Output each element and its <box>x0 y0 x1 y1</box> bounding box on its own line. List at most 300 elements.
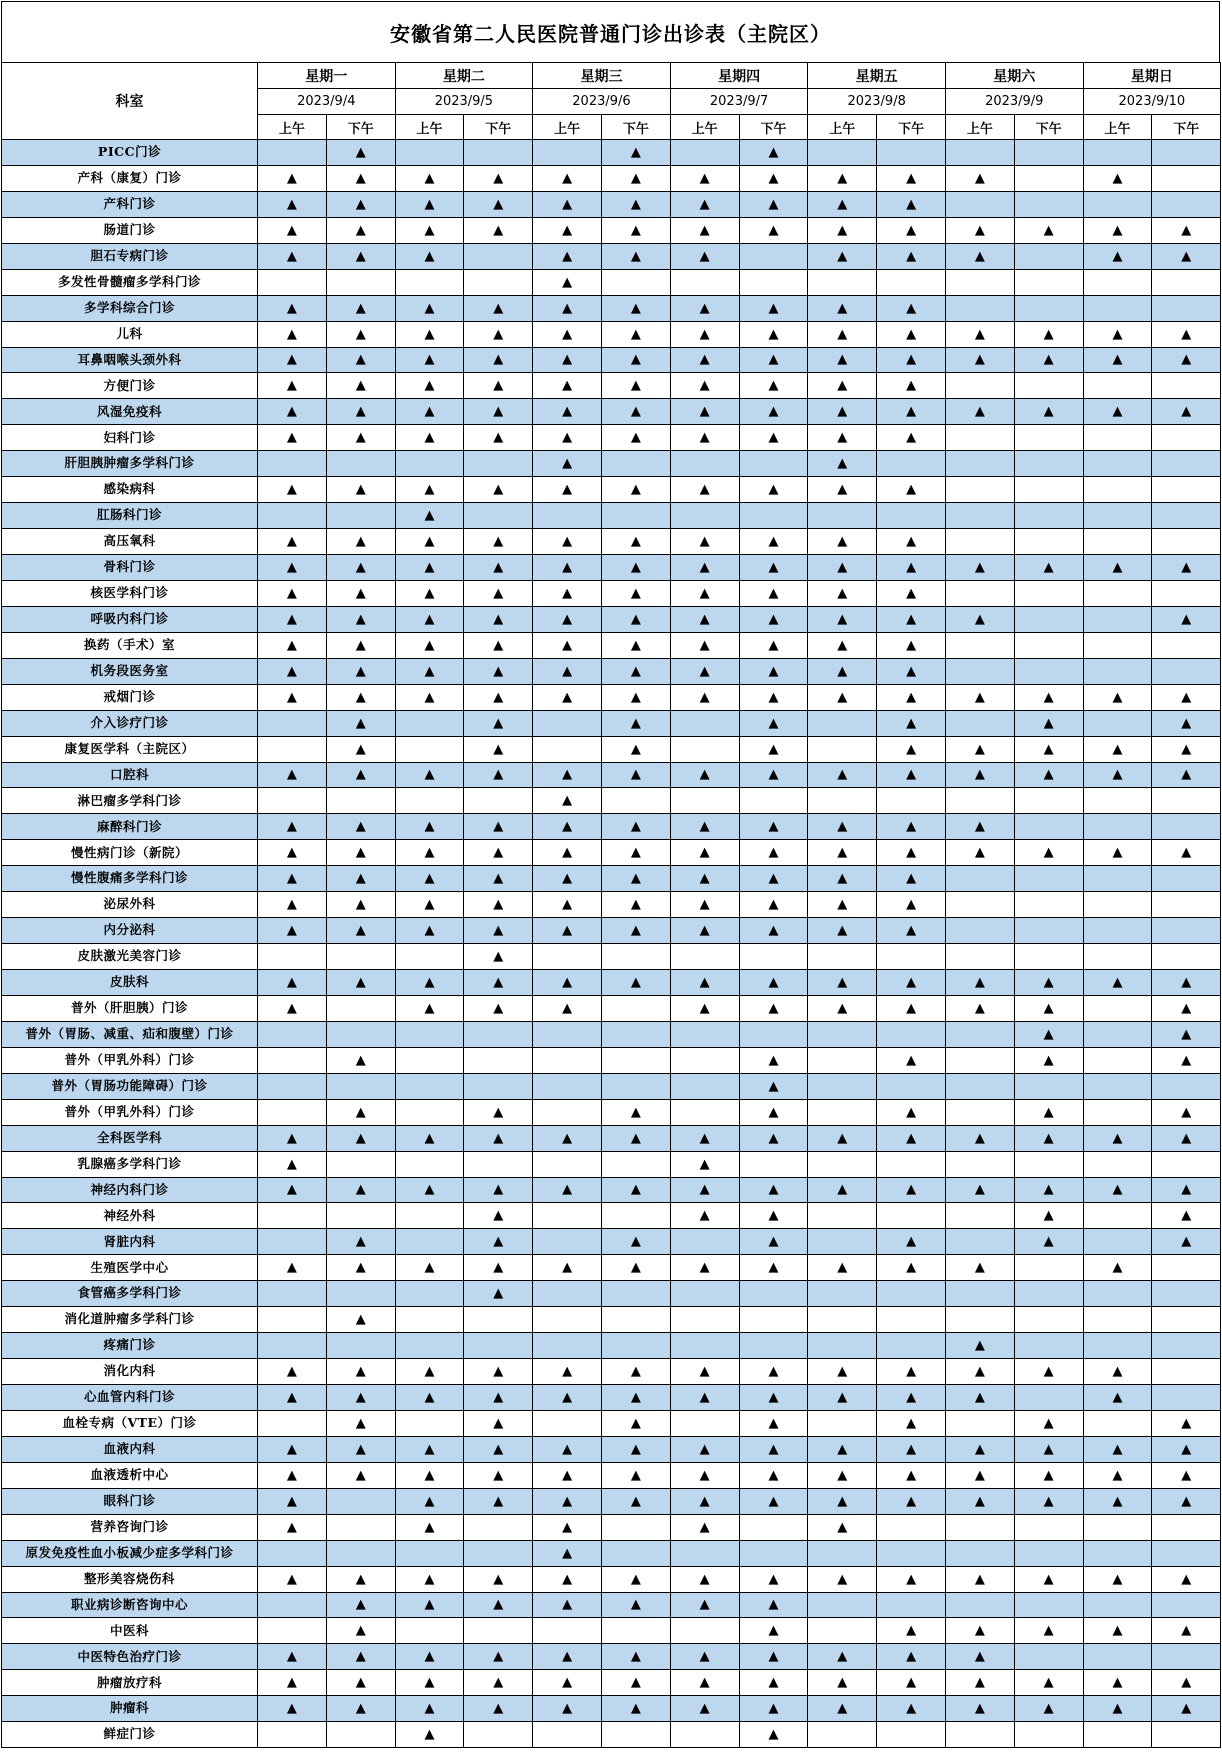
am-slot-cell <box>258 321 327 347</box>
triangle-mark-icon: ▲ <box>630 222 641 238</box>
table-row <box>2 1410 1221 1436</box>
am-slot-cell <box>945 866 1014 892</box>
pm-slot-cell <box>601 1255 670 1281</box>
table-row <box>2 555 1221 581</box>
pm-slot-cell <box>1014 918 1083 944</box>
pm-slot-cell <box>601 191 670 217</box>
triangle-mark-icon: ▲ <box>837 1649 848 1665</box>
pm-slot-cell <box>464 1229 533 1255</box>
am-slot-cell <box>1083 970 1152 996</box>
am-slot-cell <box>1083 1047 1152 1073</box>
pm-slot-cell <box>601 788 670 814</box>
pm-slot-cell <box>464 1696 533 1722</box>
pm-slot-cell <box>601 1488 670 1514</box>
triangle-mark-icon: ▲ <box>1112 1675 1123 1691</box>
pm-slot-cell <box>601 269 670 295</box>
am-slot-cell <box>1083 995 1152 1021</box>
triangle-mark-icon: ▲ <box>699 1701 710 1717</box>
am-slot-cell <box>808 451 877 477</box>
am-slot-cell <box>945 477 1014 503</box>
table-body <box>2 140 1221 1748</box>
triangle-mark-icon: ▲ <box>424 196 435 212</box>
dept-name-cell: 内分泌科 <box>2 918 258 944</box>
pm-slot-cell <box>1014 1462 1083 1488</box>
triangle-mark-icon: ▲ <box>974 1467 985 1483</box>
triangle-mark-icon: ▲ <box>1043 1675 1054 1691</box>
dept-name-cell: 中医特色治疗门诊 <box>2 1644 258 1670</box>
am-slot-cell <box>808 425 877 451</box>
triangle-mark-icon: ▲ <box>1181 1104 1192 1120</box>
am-slot-cell <box>258 606 327 632</box>
triangle-mark-icon: ▲ <box>493 1493 504 1509</box>
am-slot-cell <box>258 1462 327 1488</box>
triangle-mark-icon: ▲ <box>1181 1182 1192 1198</box>
am-slot-cell <box>1083 1540 1152 1566</box>
pm-slot-cell <box>464 1670 533 1696</box>
triangle-mark-icon: ▲ <box>699 170 710 186</box>
pm-slot-cell <box>739 866 808 892</box>
triangle-mark-icon: ▲ <box>562 637 573 653</box>
triangle-mark-icon: ▲ <box>630 819 641 835</box>
triangle-mark-icon: ▲ <box>699 1493 710 1509</box>
triangle-mark-icon: ▲ <box>286 326 297 342</box>
triangle-mark-icon: ▲ <box>1181 767 1192 783</box>
am-slot-cell <box>258 347 327 373</box>
triangle-mark-icon: ▲ <box>1112 1571 1123 1587</box>
am-slot-cell <box>670 191 739 217</box>
am-slot-cell <box>808 1229 877 1255</box>
pm-slot-cell <box>1152 1255 1221 1281</box>
pm-slot-cell <box>1014 1047 1083 1073</box>
am-slot-cell <box>670 632 739 658</box>
am-slot-cell <box>258 1566 327 1592</box>
pm-slot-cell <box>601 684 670 710</box>
triangle-mark-icon: ▲ <box>768 300 779 316</box>
pm-slot-cell <box>464 321 533 347</box>
am-slot-cell <box>945 269 1014 295</box>
triangle-mark-icon: ▲ <box>1043 741 1054 757</box>
am-slot-cell <box>670 269 739 295</box>
pm-slot-cell <box>1152 165 1221 191</box>
triangle-mark-icon: ▲ <box>1181 1234 1192 1250</box>
pm-slot-cell <box>326 970 395 996</box>
triangle-mark-icon: ▲ <box>424 819 435 835</box>
pm-slot-cell <box>877 1203 946 1229</box>
pm-slot-cell <box>601 1385 670 1411</box>
weekday-header: 星期六 <box>945 63 1083 89</box>
table-row <box>2 1644 1221 1670</box>
triangle-mark-icon: ▲ <box>630 741 641 757</box>
pm-slot-cell <box>1014 632 1083 658</box>
pm-slot-cell <box>1152 1177 1221 1203</box>
pm-slot-cell <box>877 399 946 425</box>
pm-slot-cell <box>464 1359 533 1385</box>
pm-slot-cell <box>464 425 533 451</box>
table-row <box>2 321 1221 347</box>
am-slot-cell <box>258 1255 327 1281</box>
pm-slot-cell <box>1152 1125 1221 1151</box>
am-slot-cell <box>395 321 464 347</box>
table-row <box>2 1540 1221 1566</box>
triangle-mark-icon: ▲ <box>493 871 504 887</box>
am-slot-cell <box>945 1151 1014 1177</box>
triangle-mark-icon: ▲ <box>837 559 848 575</box>
triangle-mark-icon: ▲ <box>837 1701 848 1717</box>
am-header: 上午 <box>808 115 877 140</box>
am-slot-cell <box>533 1696 602 1722</box>
pm-slot-cell <box>1014 1151 1083 1177</box>
am-slot-cell <box>808 1099 877 1125</box>
am-slot-cell <box>945 1385 1014 1411</box>
pm-slot-cell <box>1152 425 1221 451</box>
triangle-mark-icon: ▲ <box>493 1571 504 1587</box>
triangle-mark-icon: ▲ <box>906 1675 917 1691</box>
triangle-mark-icon: ▲ <box>699 897 710 913</box>
triangle-mark-icon: ▲ <box>699 1182 710 1198</box>
triangle-mark-icon: ▲ <box>1043 404 1054 420</box>
am-slot-cell <box>258 1540 327 1566</box>
pm-slot-cell <box>739 658 808 684</box>
triangle-mark-icon: ▲ <box>493 741 504 757</box>
am-slot-cell <box>258 295 327 321</box>
dept-name-cell: 麻醉科门诊 <box>2 814 258 840</box>
pm-slot-cell <box>877 580 946 606</box>
pm-slot-cell <box>739 1644 808 1670</box>
triangle-mark-icon: ▲ <box>974 559 985 575</box>
am-slot-cell <box>395 1125 464 1151</box>
am-slot-cell <box>395 269 464 295</box>
am-slot-cell <box>808 1696 877 1722</box>
triangle-mark-icon: ▲ <box>355 585 366 601</box>
am-slot-cell <box>395 1592 464 1618</box>
am-slot-cell <box>258 1333 327 1359</box>
am-header: 上午 <box>945 115 1014 140</box>
am-slot-cell <box>670 1618 739 1644</box>
pm-slot-cell <box>464 866 533 892</box>
dept-name-cell: 中医科 <box>2 1618 258 1644</box>
pm-slot-cell <box>1152 1592 1221 1618</box>
am-slot-cell <box>945 658 1014 684</box>
triangle-mark-icon: ▲ <box>1043 1441 1054 1457</box>
pm-slot-cell <box>464 1333 533 1359</box>
pm-slot-cell <box>877 658 946 684</box>
triangle-mark-icon: ▲ <box>562 196 573 212</box>
triangle-mark-icon: ▲ <box>906 222 917 238</box>
am-slot-cell <box>395 788 464 814</box>
dept-name-cell: 整形美容烧伤科 <box>2 1566 258 1592</box>
pm-slot-cell <box>739 840 808 866</box>
triangle-mark-icon: ▲ <box>286 974 297 990</box>
triangle-mark-icon: ▲ <box>974 1260 985 1276</box>
am-slot-cell <box>533 1021 602 1047</box>
triangle-mark-icon: ▲ <box>424 430 435 446</box>
am-slot-cell <box>808 1592 877 1618</box>
triangle-mark-icon: ▲ <box>974 1182 985 1198</box>
pm-slot-cell <box>739 892 808 918</box>
triangle-mark-icon: ▲ <box>699 871 710 887</box>
triangle-mark-icon: ▲ <box>699 300 710 316</box>
am-slot-cell <box>533 321 602 347</box>
pm-slot-cell <box>877 1644 946 1670</box>
triangle-mark-icon: ▲ <box>837 663 848 679</box>
pm-slot-cell <box>326 1592 395 1618</box>
am-slot-cell <box>1083 1229 1152 1255</box>
am-slot-cell <box>533 1670 602 1696</box>
triangle-mark-icon: ▲ <box>286 897 297 913</box>
triangle-mark-icon: ▲ <box>562 274 573 290</box>
triangle-mark-icon: ▲ <box>768 715 779 731</box>
dept-name-cell: 神经外科 <box>2 1203 258 1229</box>
am-slot-cell <box>533 814 602 840</box>
am-slot-cell <box>258 165 327 191</box>
pm-slot-cell <box>326 1307 395 1333</box>
pm-slot-cell <box>877 1021 946 1047</box>
triangle-mark-icon: ▲ <box>355 1675 366 1691</box>
pm-slot-cell <box>464 710 533 736</box>
triangle-mark-icon: ▲ <box>355 430 366 446</box>
pm-slot-cell <box>464 1073 533 1099</box>
dept-name-cell: 营养咨询门诊 <box>2 1514 258 1540</box>
triangle-mark-icon: ▲ <box>424 378 435 394</box>
pm-slot-cell <box>739 1281 808 1307</box>
am-slot-cell <box>258 970 327 996</box>
am-slot-cell <box>258 1099 327 1125</box>
triangle-mark-icon: ▲ <box>837 923 848 939</box>
am-slot-cell <box>395 529 464 555</box>
triangle-mark-icon: ▲ <box>768 1078 779 1094</box>
triangle-mark-icon: ▲ <box>768 585 779 601</box>
triangle-mark-icon: ▲ <box>1112 1623 1123 1639</box>
am-slot-cell <box>670 399 739 425</box>
triangle-mark-icon: ▲ <box>1043 1415 1054 1431</box>
pm-slot-cell <box>1152 503 1221 529</box>
am-slot-cell <box>808 555 877 581</box>
triangle-mark-icon: ▲ <box>493 196 504 212</box>
dept-name-cell: 全科医学科 <box>2 1125 258 1151</box>
triangle-mark-icon: ▲ <box>974 1675 985 1691</box>
am-slot-cell <box>395 217 464 243</box>
am-slot-cell <box>1083 1099 1152 1125</box>
am-slot-cell <box>258 1385 327 1411</box>
pm-slot-cell <box>1014 970 1083 996</box>
triangle-mark-icon: ▲ <box>837 897 848 913</box>
pm-slot-cell <box>739 1385 808 1411</box>
am-slot-cell <box>945 1722 1014 1748</box>
triangle-mark-icon: ▲ <box>1043 1364 1054 1380</box>
pm-slot-cell <box>877 1566 946 1592</box>
triangle-mark-icon: ▲ <box>1181 1493 1192 1509</box>
triangle-mark-icon: ▲ <box>562 767 573 783</box>
triangle-mark-icon: ▲ <box>837 326 848 342</box>
pm-slot-cell <box>1152 1722 1221 1748</box>
triangle-mark-icon: ▲ <box>424 637 435 653</box>
triangle-mark-icon: ▲ <box>837 974 848 990</box>
pm-slot-cell <box>326 1540 395 1566</box>
triangle-mark-icon: ▲ <box>493 974 504 990</box>
pm-slot-cell <box>739 555 808 581</box>
triangle-mark-icon: ▲ <box>1112 222 1123 238</box>
pm-slot-cell <box>739 814 808 840</box>
triangle-mark-icon: ▲ <box>286 378 297 394</box>
am-slot-cell <box>670 736 739 762</box>
am-slot-cell <box>1083 451 1152 477</box>
triangle-mark-icon: ▲ <box>355 378 366 394</box>
pm-slot-cell <box>739 1488 808 1514</box>
triangle-mark-icon: ▲ <box>699 1156 710 1172</box>
triangle-mark-icon: ▲ <box>630 248 641 264</box>
triangle-mark-icon: ▲ <box>837 871 848 887</box>
triangle-mark-icon: ▲ <box>768 1675 779 1691</box>
pm-slot-cell <box>1014 140 1083 166</box>
pm-slot-cell <box>739 1722 808 1748</box>
pm-slot-cell <box>1014 1566 1083 1592</box>
weekday-header: 星期日 <box>1083 63 1221 89</box>
pm-slot-cell <box>877 840 946 866</box>
am-slot-cell <box>533 1462 602 1488</box>
pm-slot-cell <box>877 1696 946 1722</box>
pm-slot-cell <box>326 1385 395 1411</box>
dept-name-cell: 风湿免疫科 <box>2 399 258 425</box>
am-slot-cell <box>1083 762 1152 788</box>
pm-slot-cell <box>739 529 808 555</box>
am-slot-cell <box>533 995 602 1021</box>
am-slot-cell <box>395 1229 464 1255</box>
pm-slot-cell <box>1014 243 1083 269</box>
triangle-mark-icon: ▲ <box>1043 974 1054 990</box>
am-slot-cell <box>533 1255 602 1281</box>
am-slot-cell <box>670 1644 739 1670</box>
am-slot-cell <box>1083 373 1152 399</box>
triangle-mark-icon: ▲ <box>1181 1208 1192 1224</box>
am-slot-cell <box>808 1644 877 1670</box>
triangle-mark-icon: ▲ <box>906 1701 917 1717</box>
pm-slot-cell <box>464 788 533 814</box>
triangle-mark-icon: ▲ <box>562 819 573 835</box>
am-slot-cell <box>945 1566 1014 1592</box>
am-slot-cell <box>808 1307 877 1333</box>
pm-slot-cell <box>601 347 670 373</box>
am-slot-cell <box>1083 217 1152 243</box>
triangle-mark-icon: ▲ <box>974 611 985 627</box>
triangle-mark-icon: ▲ <box>837 248 848 264</box>
pm-slot-cell <box>601 1514 670 1540</box>
triangle-mark-icon: ▲ <box>1112 1389 1123 1405</box>
triangle-mark-icon: ▲ <box>1043 1208 1054 1224</box>
table-row <box>2 165 1221 191</box>
am-slot-cell <box>808 995 877 1021</box>
am-slot-cell <box>1083 1566 1152 1592</box>
triangle-mark-icon: ▲ <box>562 845 573 861</box>
triangle-mark-icon: ▲ <box>768 326 779 342</box>
am-slot-cell <box>533 373 602 399</box>
triangle-mark-icon: ▲ <box>630 1104 641 1120</box>
pm-slot-cell <box>1014 295 1083 321</box>
triangle-mark-icon: ▲ <box>837 430 848 446</box>
triangle-mark-icon: ▲ <box>1043 222 1054 238</box>
triangle-mark-icon: ▲ <box>1112 352 1123 368</box>
triangle-mark-icon: ▲ <box>906 845 917 861</box>
table-row <box>2 1281 1221 1307</box>
pm-slot-cell <box>739 1073 808 1099</box>
triangle-mark-icon: ▲ <box>630 1675 641 1691</box>
triangle-mark-icon: ▲ <box>424 1675 435 1691</box>
pm-slot-cell <box>877 1281 946 1307</box>
pm-slot-cell <box>464 1410 533 1436</box>
triangle-mark-icon: ▲ <box>1043 767 1054 783</box>
triangle-mark-icon: ▲ <box>493 482 504 498</box>
triangle-mark-icon: ▲ <box>355 1623 366 1639</box>
triangle-mark-icon: ▲ <box>493 663 504 679</box>
triangle-mark-icon: ▲ <box>286 482 297 498</box>
triangle-mark-icon: ▲ <box>493 352 504 368</box>
triangle-mark-icon: ▲ <box>493 949 504 965</box>
pm-slot-cell <box>326 944 395 970</box>
triangle-mark-icon: ▲ <box>1112 1182 1123 1198</box>
am-slot-cell <box>945 191 1014 217</box>
triangle-mark-icon: ▲ <box>974 326 985 342</box>
pm-slot-cell <box>1152 243 1221 269</box>
am-slot-cell <box>533 892 602 918</box>
pm-slot-cell <box>326 710 395 736</box>
dept-name-cell: 康复医学科（主院区） <box>2 736 258 762</box>
triangle-mark-icon: ▲ <box>562 974 573 990</box>
triangle-mark-icon: ▲ <box>1043 1104 1054 1120</box>
triangle-mark-icon: ▲ <box>493 300 504 316</box>
triangle-mark-icon: ▲ <box>562 456 573 472</box>
table-row <box>2 1696 1221 1722</box>
triangle-mark-icon: ▲ <box>562 663 573 679</box>
am-slot-cell <box>395 995 464 1021</box>
triangle-mark-icon: ▲ <box>768 689 779 705</box>
pm-slot-cell <box>739 1462 808 1488</box>
pm-slot-cell <box>1152 788 1221 814</box>
triangle-mark-icon: ▲ <box>699 1364 710 1380</box>
am-slot-cell <box>395 1177 464 1203</box>
triangle-mark-icon: ▲ <box>837 819 848 835</box>
triangle-mark-icon: ▲ <box>630 1571 641 1587</box>
triangle-mark-icon: ▲ <box>424 326 435 342</box>
am-slot-cell <box>395 555 464 581</box>
triangle-mark-icon: ▲ <box>630 1441 641 1457</box>
pm-slot-cell <box>739 477 808 503</box>
pm-slot-cell <box>877 866 946 892</box>
triangle-mark-icon: ▲ <box>355 482 366 498</box>
triangle-mark-icon: ▲ <box>1181 715 1192 731</box>
dept-name-cell: 多学科综合门诊 <box>2 295 258 321</box>
am-slot-cell <box>395 1488 464 1514</box>
pm-slot-cell <box>464 503 533 529</box>
am-slot-cell <box>670 762 739 788</box>
am-slot-cell <box>670 1073 739 1099</box>
am-slot-cell <box>533 606 602 632</box>
am-slot-cell <box>395 1462 464 1488</box>
triangle-mark-icon: ▲ <box>1043 326 1054 342</box>
triangle-mark-icon: ▲ <box>424 559 435 575</box>
triangle-mark-icon: ▲ <box>424 534 435 550</box>
triangle-mark-icon: ▲ <box>562 404 573 420</box>
triangle-mark-icon: ▲ <box>906 1000 917 1016</box>
am-header: 上午 <box>670 115 739 140</box>
pm-slot-cell <box>1152 477 1221 503</box>
triangle-mark-icon: ▲ <box>630 404 641 420</box>
triangle-mark-icon: ▲ <box>974 845 985 861</box>
pm-slot-cell <box>739 217 808 243</box>
triangle-mark-icon: ▲ <box>630 196 641 212</box>
pm-slot-cell <box>464 295 533 321</box>
triangle-mark-icon: ▲ <box>424 663 435 679</box>
triangle-mark-icon: ▲ <box>424 845 435 861</box>
pm-slot-cell <box>601 1722 670 1748</box>
